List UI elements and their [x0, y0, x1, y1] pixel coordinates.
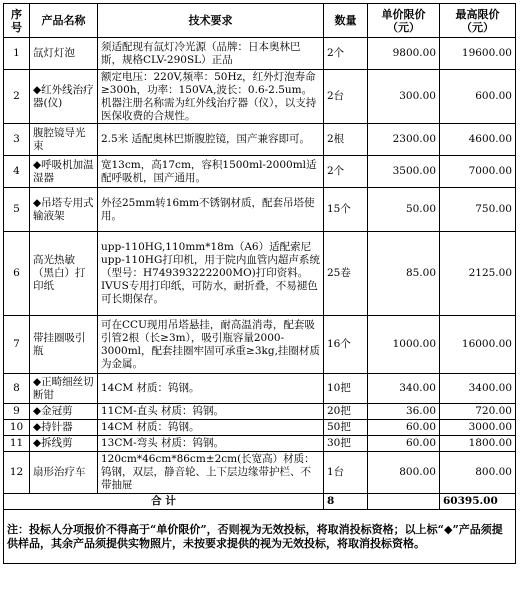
row-unit-price: 340.00	[368, 374, 440, 404]
total-label: 合 计	[4, 494, 324, 510]
table-row	[4, 38, 516, 70]
row-unit-price: 60.00	[368, 436, 440, 452]
note-row	[4, 510, 516, 564]
header-tech: 技术要求	[98, 4, 324, 38]
table-row	[4, 232, 516, 316]
price-table	[3, 3, 516, 564]
row-qty: 2根	[324, 124, 368, 156]
row-tech: 11CM-直头 材质：钨钢。	[98, 404, 324, 420]
table-row	[4, 188, 516, 232]
row-unit-price: 300.00	[368, 70, 440, 124]
row-max-price: 720.00	[440, 404, 516, 420]
row-max-price: 19600.00	[440, 38, 516, 70]
table-row	[4, 124, 516, 156]
row-tech: 13CM-弯头 材质：钨钢。	[98, 436, 324, 452]
row-max-price: 2125.00	[440, 232, 516, 316]
header-unit-price: 单价限价（元）	[368, 4, 440, 38]
row-no: 2	[4, 70, 30, 124]
row-name: ◆正畸细丝切断钳	[30, 374, 98, 404]
row-unit-price: 800.00	[368, 452, 440, 494]
row-unit-price: 1000.00	[368, 316, 440, 374]
row-qty: 30把	[324, 436, 368, 452]
row-tech: 须适配现有氙灯冷光源（品牌：日本奥林巴斯，规格CLV-290SL）正品	[98, 38, 324, 70]
row-max-price: 4600.00	[440, 124, 516, 156]
row-name: ◆持针器	[30, 420, 98, 436]
row-tech: 14CM 材质：钨钢。	[98, 374, 324, 404]
row-no: 8	[4, 374, 30, 404]
table-row	[4, 316, 516, 374]
row-unit-price: 85.00	[368, 232, 440, 316]
row-no: 7	[4, 316, 30, 374]
row-unit-price: 3500.00	[368, 156, 440, 188]
table-row	[4, 452, 516, 494]
row-no: 5	[4, 188, 30, 232]
row-tech: 宽13cm，高17cm，容积1500ml-2000ml适配呼吸机，国产通用。	[98, 156, 324, 188]
row-qty: 16个	[324, 316, 368, 374]
table-row	[4, 70, 516, 124]
row-qty: 2台	[324, 70, 368, 124]
row-qty: 15个	[324, 188, 368, 232]
row-max-price: 800.00	[440, 452, 516, 494]
row-tech: 外径25mm转16mm不锈钢材质，配套吊塔使用。	[98, 188, 324, 232]
header-max-price: 最高限价（元）	[440, 4, 516, 38]
table-row	[4, 404, 516, 420]
row-tech: 可在CCU现用吊塔悬挂，耐高温消毒，配套吸引管2根（长≥3m），吸引瓶容量2000-3000ml，配套挂圈牢固可承重≥3kg,挂圈材质为金属。	[98, 316, 324, 374]
row-unit-price: 50.00	[368, 188, 440, 232]
row-max-price: 1800.00	[440, 436, 516, 452]
row-name: ◆呼吸机加温湿器	[30, 156, 98, 188]
row-no: 3	[4, 124, 30, 156]
header-name: 产品名称	[30, 4, 98, 38]
row-max-price: 16000.00	[440, 316, 516, 374]
header-no: 序号	[4, 4, 30, 38]
row-name: ◆金冠剪	[30, 404, 98, 420]
row-name: 氙灯灯泡	[30, 38, 98, 70]
row-max-price: 3400.00	[440, 374, 516, 404]
table-header-row	[4, 4, 516, 38]
row-name: ◆红外线治疗器(仪)	[30, 70, 98, 124]
row-name: ◆拆线剪	[30, 436, 98, 452]
row-max-price: 7000.00	[440, 156, 516, 188]
row-name: 腹腔镜导光束	[30, 124, 98, 156]
row-max-price: 3000.00	[440, 420, 516, 436]
table-row	[4, 420, 516, 436]
row-name: 扇形治疗车	[30, 452, 98, 494]
row-unit-price: 36.00	[368, 404, 440, 420]
total-row	[4, 494, 516, 510]
row-no: 11	[4, 436, 30, 452]
row-tech: 14CM 材质：钨钢。	[98, 420, 324, 436]
row-tech: 2.5米 适配奥林巴斯腹腔镜，国产兼容即可。	[98, 124, 324, 156]
row-tech: 120cm*46cm*86cm±2cm(长宽高）材质：钨钢，双层，静音轮、上下层边缘带护栏、不带抽屉	[98, 452, 324, 494]
row-qty: 25卷	[324, 232, 368, 316]
row-tech: upp-110HG,110mm*18m（A6）适配索尼upp-110HG打印机，用于院内血管内超声系统（型号：H749393222200MO)打印资料。IVUS专用打印纸，可防水，耐折叠，不易褪色可长期保存。	[98, 232, 324, 316]
row-no: 4	[4, 156, 30, 188]
row-qty: 1台	[324, 452, 368, 494]
row-max-price: 600.00	[440, 70, 516, 124]
row-max-price: 750.00	[440, 188, 516, 232]
row-no: 6	[4, 232, 30, 316]
row-unit-price: 60.00	[368, 420, 440, 436]
row-tech: 额定电压：220V,频率：50Hz，红外灯泡寿命≥300h，功率：150VA,波长：0.6-2.5um。机器注册名称需为红外线治疗器（仪），以支持医保收费的合规性。	[98, 70, 324, 124]
total-sum: 60395.00	[440, 494, 516, 510]
total-count: 8	[324, 494, 368, 510]
row-no: 1	[4, 38, 30, 70]
row-name: 带挂圈吸引瓶	[30, 316, 98, 374]
note-text: 注：投标人分项报价不得高于“单价限价”，否则视为无效投标，将取消投标资格；以上标“◆”产品须提供样品，其余产品须提供实物照片，未按要求提供的视为无效投标，将取消投标资格。	[4, 510, 516, 564]
row-no: 12	[4, 452, 30, 494]
row-qty: 20把	[324, 404, 368, 420]
row-qty: 2个	[324, 156, 368, 188]
row-no: 10	[4, 420, 30, 436]
row-unit-price: 9800.00	[368, 38, 440, 70]
table-row	[4, 374, 516, 404]
total-empty	[368, 494, 440, 510]
row-name: 高光热敏（黑白）打印纸	[30, 232, 98, 316]
row-name: ◆吊塔专用式输液架	[30, 188, 98, 232]
row-qty: 50把	[324, 420, 368, 436]
row-no: 9	[4, 404, 30, 420]
header-qty: 数量	[324, 4, 368, 38]
table-row	[4, 436, 516, 452]
row-qty: 2个	[324, 38, 368, 70]
row-qty: 10把	[324, 374, 368, 404]
row-unit-price: 2300.00	[368, 124, 440, 156]
table-row	[4, 156, 516, 188]
